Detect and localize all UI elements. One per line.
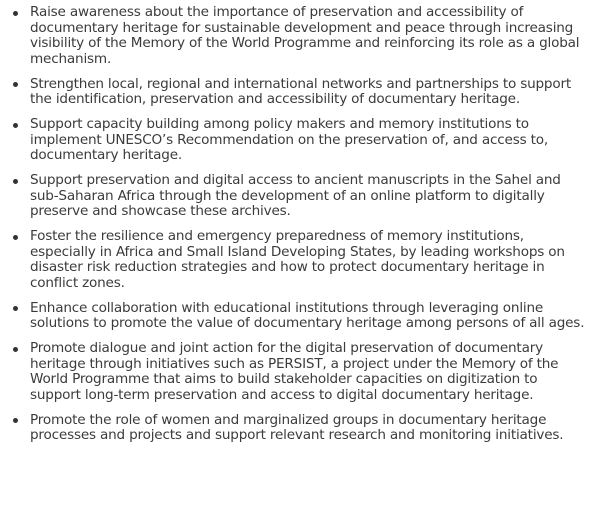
- list-item: [0, 413, 590, 444]
- list-item-text: Promote the role of women and marginalized groups in documentary heritage processes and projects and support relevant research and monitoring initiatives.: [30, 411, 564, 443]
- objectives-list: [0, 5, 590, 453]
- list-item-text: Foster the resilience and emergency preparedness of memory institutions, especially in Africa and Small Island Developing States, by leading workshops on disaster risk reduction strategies and how to protect documentary heritage in conflict zones.: [30, 228, 565, 291]
- bullet-icon: [13, 418, 18, 423]
- list-item: [0, 5, 590, 67]
- bullet-icon: [13, 306, 18, 311]
- bullet-icon: [13, 235, 18, 240]
- bullet-icon: [13, 347, 18, 352]
- list-item-text: Raise awareness about the importance of preservation and accessibility of documentary heritage for sustainable development and peace through increasing visibility of the Memory of the World Programme and reinforcing its role as a global mechanism.: [30, 4, 580, 67]
- list-item-text: Promote dialogue and joint action for the digital preservation of documentary heritage through initiatives such as PERSIST, a project under the Memory of the World Programme that aims to build stakeholder capacities on digitization to support long-term preservation and access to digital documentary heritage.: [30, 340, 559, 403]
- list-item-text: Enhance collaboration with educational institutions through leveraging online solutions to promote the value of documentary heritage among persons of all ages.: [30, 299, 585, 331]
- bullet-icon: [13, 123, 18, 128]
- bullet-icon: [13, 11, 18, 16]
- list-item-text: Strengthen local, regional and international networks and partnerships to support the identification, preservation and accessibility of documentary heritage.: [30, 75, 571, 107]
- list-item-text: Support capacity building among policy makers and memory institutions to implement UNESCO’s Recommendation on the preservation of, and access to, documentary heritage.: [30, 116, 548, 163]
- list-item-text: Support preservation and digital access to ancient manuscripts in the Sahel and sub-Saharan Africa through the development of an online platform to digitally preserve and showcase these archives.: [30, 172, 561, 219]
- list-item: [0, 117, 590, 164]
- bullet-icon: [13, 179, 18, 184]
- list-item: [0, 173, 590, 220]
- list-item: [0, 341, 590, 403]
- list-item: [0, 229, 590, 291]
- list-item: [0, 301, 590, 332]
- bullet-icon: [13, 82, 18, 87]
- list-item: [0, 77, 590, 108]
